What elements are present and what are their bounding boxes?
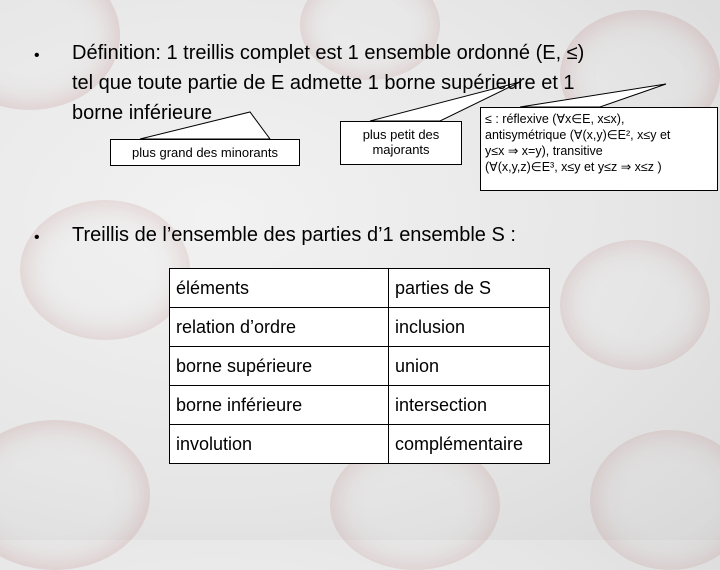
bullet-line: Définition: 1 treillis complet est 1 ensemble ordonné (E, ≤) — [72, 42, 585, 64]
table-row — [170, 308, 550, 347]
bullet-line: Treillis de l’ensemble des parties d’1 ensemble S : — [72, 224, 516, 246]
bullet-line: tel que toute partie de E admette 1 borne supérieure et 1 — [72, 72, 575, 94]
table-row — [170, 386, 550, 425]
bullet-dot: • — [34, 47, 40, 64]
table-row — [170, 347, 550, 386]
callout-line: (∀(x,y,z)∈E³, x≤y et y≤z ⇒ x≤z ) — [485, 160, 662, 174]
table-cell: intersection — [389, 386, 550, 425]
lattice-correspondence-table — [169, 268, 550, 464]
table-cell: complémentaire — [389, 425, 550, 464]
table-cell: éléments — [170, 269, 389, 308]
table-cell: parties de S — [389, 269, 550, 308]
table-cell: borne inférieure — [170, 386, 389, 425]
callout-line: antisymétrique (∀(x,y)∈E², x≤y et — [485, 128, 671, 142]
callout-text: plus grand des minorants — [132, 145, 278, 160]
table-cell: union — [389, 347, 550, 386]
table-cell: inclusion — [389, 308, 550, 347]
table-cell: relation d’ordre — [170, 308, 389, 347]
callout-order-properties — [480, 107, 718, 191]
bullet-dot: • — [34, 229, 40, 246]
callout-supremum — [340, 121, 462, 165]
bullet-power-set-lattice — [34, 223, 714, 251]
callout-line: y≤x ⇒ x=y), transitive — [485, 144, 603, 158]
callout-text: majorants — [372, 142, 430, 157]
table-cell: borne supérieure — [170, 347, 389, 386]
callout-infimum — [110, 139, 300, 166]
table-row — [170, 269, 550, 308]
callout-text: plus petit des — [362, 127, 440, 142]
callout-line: ≤ : réflexive (∀x∈E, x≤x), — [485, 112, 625, 126]
table-cell: involution — [170, 425, 389, 464]
table-row — [170, 425, 550, 464]
bullet-line: borne inférieure — [72, 102, 213, 124]
